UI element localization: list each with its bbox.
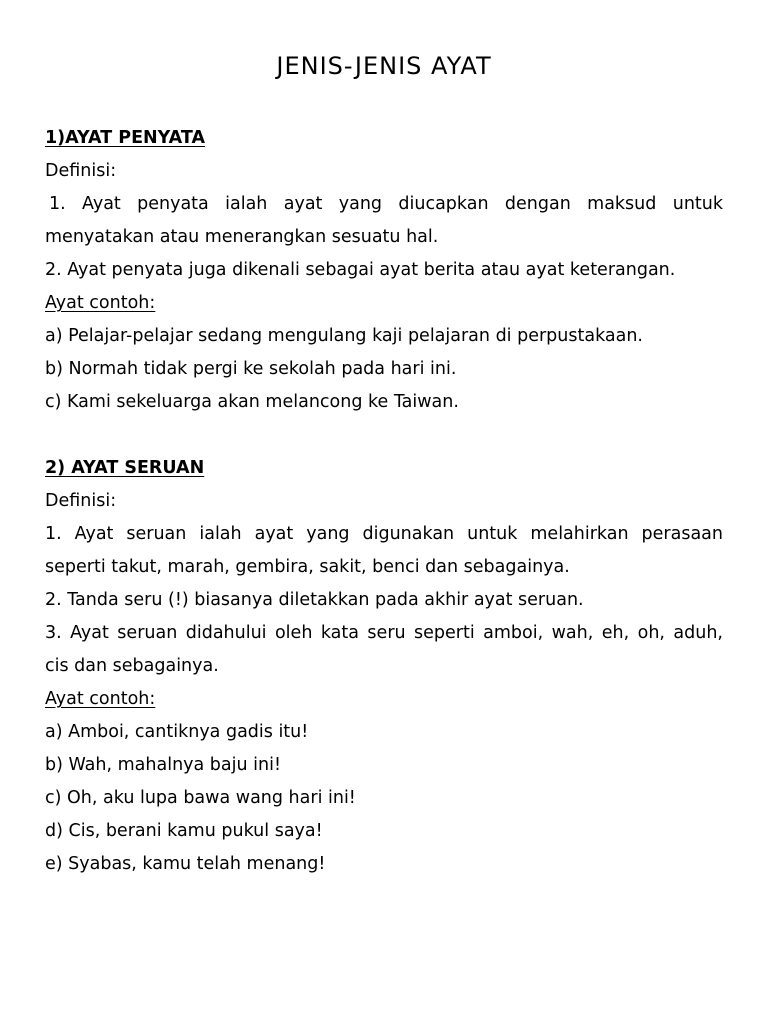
example-line: b) Normah tidak pergi ke sekolah pada hari ini. [45,359,457,379]
example-line: a) Pelajar-pelajar sedang mengulang kaji pelajaran di perpustakaan. [45,326,643,346]
section-ayat-penyata [45,122,723,419]
section-heading: 1)AYAT PENYATA [45,128,205,148]
definition-line: menyatakan atau menerangkan sesuatu hal. [45,227,439,247]
definition-label: Definisi: [45,491,117,511]
example-line: c) Oh, aku lupa bawa wang hari ini! [45,788,356,808]
section-ayat-seruan [45,452,723,881]
example-line: c) Kami sekeluarga akan melancong ke Taiwan. [45,392,459,412]
example-line: a) Amboi, cantiknya gadis itu! [45,722,309,742]
definition-line: seperti takut, marah, gembira, sakit, benci dan sebagainya. [45,557,570,577]
example-label: Ayat contoh: [45,689,156,709]
example-line: d) Cis, berani kamu pukul saya! [45,821,323,841]
example-line: b) Wah, mahalnya baju ini! [45,755,281,775]
definition-label: Definisi: [45,161,117,181]
example-label: Ayat contoh: [45,293,156,313]
definition-line: 1. Ayat penyata ialah ayat yang diucapkan dengan maksud untuk [49,194,723,214]
definition-line: 2. Tanda seru (!) biasanya diletakkan pada akhir ayat seruan. [45,590,584,610]
definition-line: 2. Ayat penyata juga dikenali sebagai ayat berita atau ayat keterangan. [45,260,676,280]
definition-line: 3. Ayat seruan didahului oleh kata seru seperti amboi, wah, eh, oh, aduh, [45,623,723,643]
definition-line: cis dan sebagainya. [45,656,219,676]
page-title: JENIS-JENIS AYAT [276,52,492,80]
example-line: e) Syabas, kamu telah menang! [45,854,326,874]
definition-line: 1. Ayat seruan ialah ayat yang digunakan untuk melahirkan perasaan [45,524,723,544]
section-heading: 2) AYAT SERUAN [45,458,205,478]
